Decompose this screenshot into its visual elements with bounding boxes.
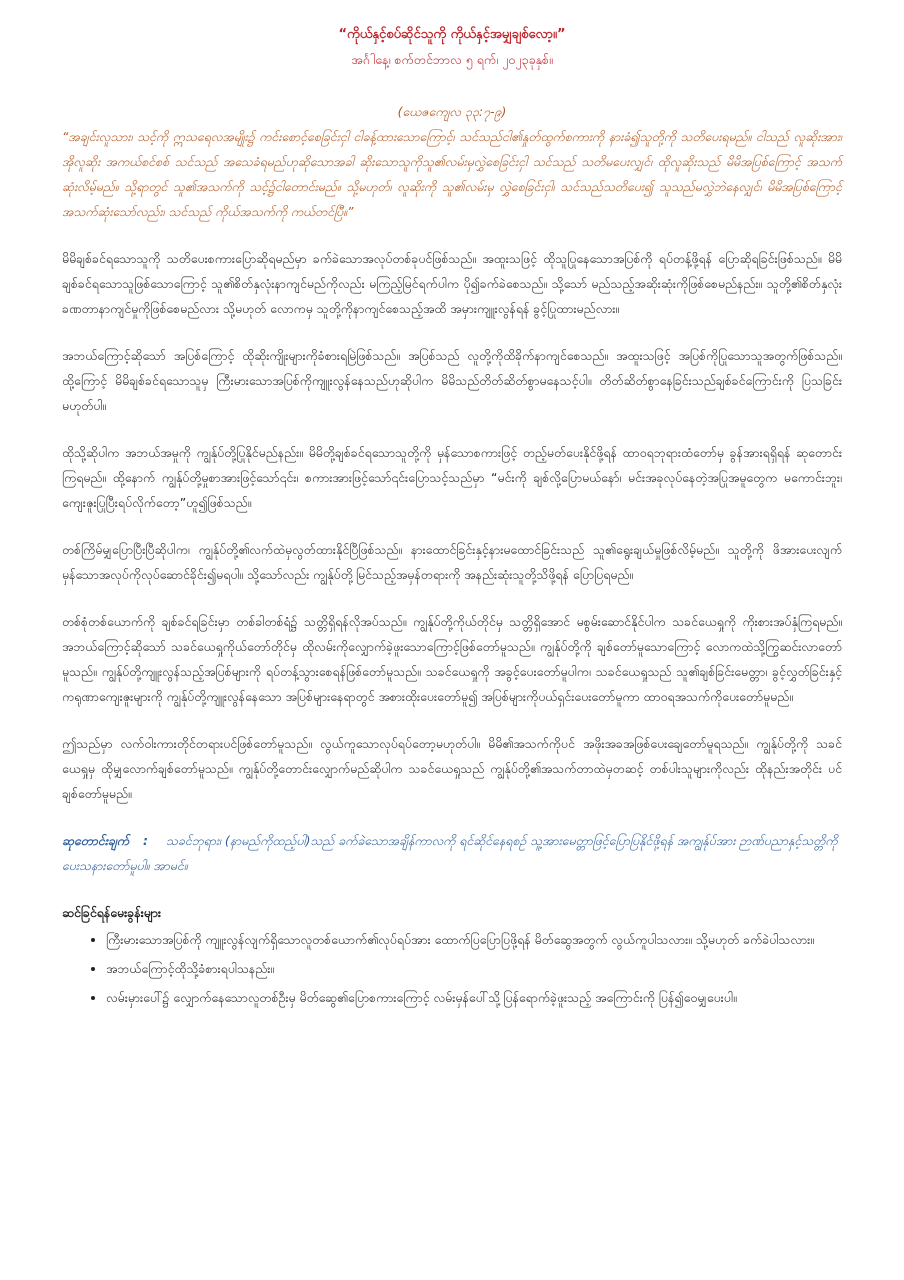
body-paragraph-5: တစ်စုံတစ်ယောက်ကို ချစ်ခင်ရခြင်းမှာ တစ်ခါတစ်ရံ၌ သတ္တိရှိရန်လိုအပ်သည်။ ကျွန်ုပ်တို့ကိုယ်တိုင်မှ သတ္တိရှိအောင် မစွမ်းဆောင်နိုင်ပါက သခင်ယေရှုကို ကိုးစားအပ်နှံကြရမည်။ အဘယ်ကြောင့်ဆိုသော် သခင်ယေရှုကိုယ်တော်တိုင်မှ ထိုလမ်းကိုလျှောက်ခဲ့ဖူးသောကြောင့်ဖြစ်တော်မူသည်။ ကျွန်ုပ်တို့ကို ချစ်တော်မူသောကြောင့် လောကထဲသို့ကြွဆင်းလာတော်မူသည်။ ကျွန်ုပ်တို့ကျူးလွန်သည့်အပြစ်များကို ရပ်တန့်သွားစေရန်ဖြစ်တော်မူသည်။ သခင်ယေရှုကို အခွင့်ပေးတော်မူပါက၊ သခင်ယေရှုသည် သူ၏ချစ်ခြင်းမေတ္တာ၊ ခွင့်လွှတ်ခြင်းနှင့်ကရုဏာကျေးဇူးများကို ကျွန်ုပ်တို့ကျူးလွန်နေသော အပြစ်များနေရာတွင် အစားထိုးပေးတော်မူ၍ အပြစ်များကိုပယ်ရှင်းပေးတော်မူကာ ထာဝရအသက်ကိုပေးတော်မူမည်။ <box>62 614 842 704</box>
prayer-separator: : <box>142 833 148 848</box>
prayer-text: သခင်ဘုရား၊ (နာမည်ကိုထည့်ပါ)သည် ခက်ခဲသောအချိန်ကာလကို ရင်ဆိုင်နေရစဉ် သူ့အားမေတ္တာဖြင့်ပြောပြနိုင်ဖို့ရန် အကျွန်ုပ်အား ဉာဏ်ပညာနှင့်သတ္တိကိုပေးသနားတော်မူပါ။ အာမင်။ <box>62 833 838 873</box>
body-paragraph-4: တစ်ကြိမ်မျှပြောပြီးပြီဆိုပါက၊ ကျွန်ုပ်တို့၏လက်ထဲမှလွတ်ထားနိုင်ပြီဖြစ်သည်။ နားထောင်ခြင်းနှင့်နားမထောင်ခြင်းသည် သူ၏ရွေးချယ်မှုဖြစ်လိမ့်မည်။ သူတို့ကို ဖိအားပေးလျက် မှန်သောအလုပ်ကိုလုပ်ဆောင်ခိုင်း၍မရပါ။ သို့သော်လည်း ကျွန်ုပ်တို့မြင်သည့်အမှန်တရားကို အနည်းဆုံးသူတို့သိဖို့ရန် ပြောပြရမည်။ <box>62 542 842 582</box>
body-paragraph-2: အဘယ်ကြောင့်ဆိုသော် အပြစ်ကြောင့် ထိုဆိုးကျိုးများကိုခံစားရမြဲဖြစ်သည်။ အပြစ်သည် လူတို့ကိုထိခိုက်နာကျင်စေသည်။ အထူးသဖြင့် အပြစ်ကိုပြုသောသူအတွက်ဖြစ်သည်။ ထို့ကြောင့် မိမိချစ်ခင်ရသောသူမှ ကြီးမားသောအပြစ်ကိုကျူးလွန်နေသည်ဟုဆိုပါက မိမိသည်တိတ်ဆိတ်စွာမနေသင့်ပါ။ တိတ်ဆိတ်စွာနေခြင်းသည်ချစ်ခင်ကြောင်းကို ပြသခြင်းမဟုတ်ပါ။ <box>62 348 842 413</box>
page-title: “ကိုယ်နှင့်စပ်ဆိုင်သူကို ကိုယ်နှင့်အမျှချစ်လော့။” <box>338 27 566 42</box>
questions-heading: ဆင်ခြင်ရန်မေးခွန်းများ <box>62 905 162 920</box>
scripture-reference: (ယေဇကျေလ ၃၃:၇-၉) <box>397 104 507 119</box>
body-paragraph-1: မိမိချစ်ခင်ရသောသူကို သတိပေးစကားပြောဆိုရမည်မှာ ခက်ခဲသောအလုပ်တစ်ခုပင်ဖြစ်သည်။ အထူးသဖြင့် ထိုသူပြုနေသောအပြစ်ကို ရပ်တန့်ဖို့ရန် ပြောဆိုရခြင်းဖြစ်သည်။ မိမိချစ်ခင်ရသောသူဖြစ်သောကြောင့် သူ၏စိတ်နှလုံးနာကျင်မည်ကိုလည်း မကြည့်မြင်ရက်ပါက ပို၍ခက်ခဲစေသည်။ သို့သော် မည်သည့်အဆိုးဆုံးကိုဖြစ်စေမည်နည်း။ သူတို့၏စိတ်နှလုံး ခဏတာနာကျင်မှုကိုဖြစ်စေမည်လား သို့မဟုတ် လောကမှ သူတို့ကိုနာကျင်စေသည့်အထိ အမှားကျူးလွန်ရန် ခွင့်ပြုထားမည်လား။ <box>62 251 842 316</box>
body-paragraph-3: ထိုသို့ဆိုပါက အဘယ်အမှုကို ကျွန်ုပ်တို့ပြုနိုင်မည်နည်း။ မိမိတို့ချစ်ခင်ရသောသူတို့ကို မှန်သောစကားဖြင့် တည့်မတ်ပေးနိုင်ဖို့ရန် ထာဝရဘုရားထံတော်မှ ခွန်အားရရှိရန် ဆုတောင်းကြရမည်။ ထို့နောက် ကျွန်ုပ်တို့မှုစာအားဖြင့်သော်၎င်း၊ စကားအားဖြင့်သော်၎င်းပြောသင့်သည်မှာ “မင်းကို ချစ်လို့ပြောမယ်နော်၊ မင်းအခုလုပ်နေတဲ့အပြုအမူတွေက မကောင်းဘူး၊ ကျေးဇူးပြုပြီးရပ်လိုက်တော့”ဟူ၍ဖြစ်သည်။ <box>62 445 842 510</box>
question-item: • အဘယ်ကြောင့်ထိုသို့ခံစားရပါသနည်း။ <box>106 956 842 981</box>
page-date: အင်္ဂါနေ့၊ စက်တင်ဘာလ ၅ ရက်၊ ၂၀၂၃ခုနှစ်။ <box>351 52 553 67</box>
body-paragraph-6: ဤသည်မှာ လက်ဝါးကားတိုင်တရားပင်ဖြစ်တော်မူသည်။ လွယ်ကူသောလုပ်ရပ်တော့မဟုတ်ပါ။ မိမိ၏အသက်ကိုပင် အဖိုးအခအဖြစ်ပေးချေတော်မူရသည်။ ကျွန်ုပ်တို့ကို သခင်ယေရှုမှ ထိုမျှလောက်ချစ်တော်မူသည်။ ကျွန်ုပ်တို့တောင်းလျှောက်မည်ဆိုပါက သခင်ယေရှုသည် ကျွန်ုပ်တို့၏အသက်တာထဲမှတဆင့် တစ်ပါးသူများကိုလည်း ထိုနည်းအတိုင်း ပင်ချစ်တော်မူမည်။ <box>62 736 842 801</box>
prayer-section <box>62 828 842 878</box>
question-item: • ကြီးမားသောအပြစ်ကို ကျူးလွန်လျက်ရှိသောလူတစ်ယောက်၏လုပ်ရပ်အား ထောက်ပြပြောပြဖို့ရန် မိတ်ဆွေအတွက် လွယ်ကူပါသလား။ သို့မဟုတ် ခက်ခဲပါသလား။ <box>106 927 842 952</box>
prayer-label: ဆုတောင်းချက် <box>62 833 129 848</box>
scripture-quote: “အချင်းလူသား၊ သင့်ကို ဣသရေလအမျိုး၌ ကင်းစောင့်စေခြင်းငှါ ငါခန့်ထားသောကြောင့်၊ သင်သည်ငါ၏နှုတ်ထွက်စကားကို နားခံ၍သူတို့ကို သတိပေးရမည်။ ငါသည် လူဆိုးအား၊ အိုလူဆိုး အကယ်စင်စစ် သင်သည် အသေခံရမည်ဟုဆိုသောအခါ ဆိုးသောသူကိုသူ၏လမ်းမှလွှဲစေခြင်းငှါ သင်သည် သတိမပေးလျှင်၊ ထိုလူဆိုးသည် မိမိအပြစ်ကြောင့် အသက်ဆုံးလိမ့်မည်။ သို့ရာတွင် သူ၏အသက်ကို သင့်၌ငါတောင်းမည်။ သို့မဟုတ်၊ လူဆိုးကို သူ၏လမ်းမှ လွှဲစေခြင်းငှါ၊ သင်သည်သတိပေး၍ သူသည်မလွှဲဘဲနေလျှင်၊ မိမိအပြစ်ကြောင့် အသက်ဆုံးသော်လည်း၊ သင်သည် ကိုယ်အသက်ကို ကယ်တင်ပြီ။” <box>62 129 842 219</box>
questions-list <box>62 927 842 1010</box>
question-item: • လမ်းမှားပေါ်၌ လျှောက်နေသောလူတစ်ဦးမှ မိတ်ဆွေ၏ပြောစကားကြောင့် လမ်းမှန်ပေါ်သို့ပြန်ရောက်ခဲ့ဖူးသည့် အကြောင်းကို ပြန်၍ဝေမျှပေးပါ။ <box>106 985 842 1010</box>
